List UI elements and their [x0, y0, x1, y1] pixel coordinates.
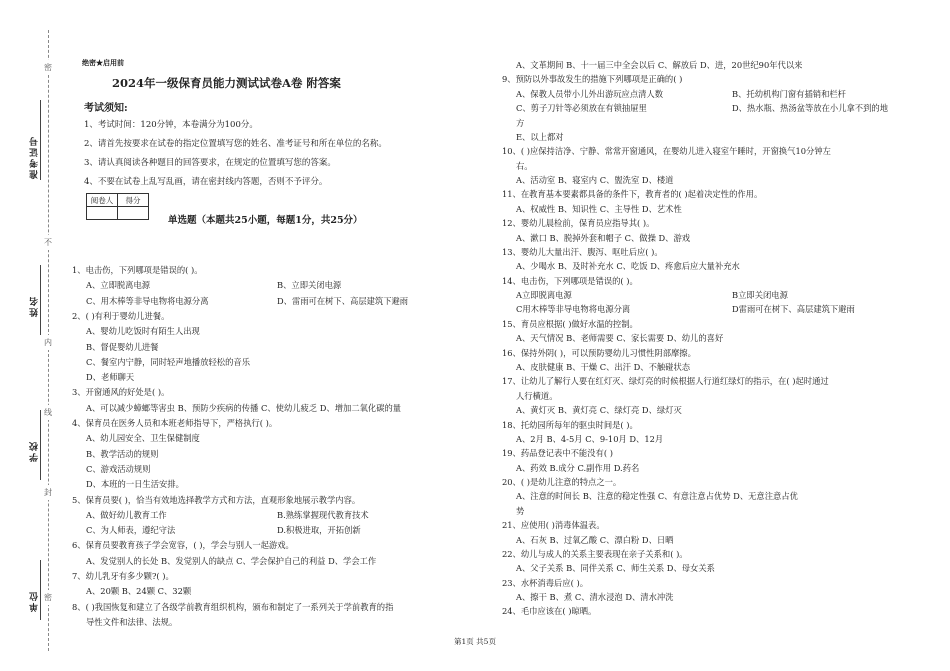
question-text: 13、婴幼儿大量出汗、腹泻、呕吐后应( )。 [502, 246, 663, 257]
question-text: 2、( )有利于婴幼儿进餐。 [72, 310, 170, 321]
answer-option: A、少喝水 B、及时补充水 C、吃饭 D、疼愈后应大量补充水 [516, 261, 740, 272]
answer-option: 势 [516, 505, 525, 516]
answer-option: D、热水瓶、热汤盆等放在小儿拿不到的地 [732, 103, 888, 114]
answer-option: A、药效 B.成分 C.副作用 D.药名 [516, 462, 640, 473]
answer-option: C、餐室内宁静，同时轻声地播放轻松的音乐 [86, 356, 250, 367]
question-text: 21、应使用( )消毒体温表。 [502, 520, 605, 531]
notice-item: 3、请认真阅读各种题目的回答要求，在规定的位置填写您的答案。 [84, 158, 336, 168]
question-text: 12、婴幼儿晨检前，保育员应指导其( )。 [502, 218, 655, 229]
page-footer: 第1页 共5页 [454, 637, 496, 646]
answer-option: 人行横道。 [516, 390, 558, 401]
page-title: 2024年一级保育员能力测试试卷A卷 附答案 [112, 76, 341, 90]
seal-mark: 不 [44, 235, 52, 250]
question-text: 8、( )我国恢复和建立了各级学前教育组织机构，颁布和制定了一系列关于学前教育的指 [72, 601, 394, 612]
answer-option: A、石灰 B、过氧乙酸 C、漂白粉 D、日晒 [516, 534, 674, 545]
question-text: 3、开窗通风的好处是( )。 [72, 387, 170, 398]
question-text: 19、药品登记表中不能没有( ) [502, 448, 613, 459]
question-text: 24、毛巾应该在( )晾晒。 [502, 606, 597, 617]
answer-option: 导性文件和法律、法规。 [86, 616, 178, 627]
answer-option: C、剪子刀针等必须放在有锁抽屉里 [516, 103, 647, 114]
answer-option: B、托幼机构门窗有插销和栏杆 [732, 88, 846, 99]
answer-option: A、父子关系 B、同伴关系 C、师生关系 D、母女关系 [516, 563, 715, 574]
answer-option: 右。 [516, 160, 533, 171]
question-text: 11、在教育基本要素都具备的条件下，教育者的( )起着决定性的作用。 [502, 189, 763, 200]
answer-option: C、用木棒等非导电物将电源分离 [86, 295, 209, 306]
score-box-score-label: 得分 [118, 194, 149, 207]
seal-mark: 内 [44, 335, 52, 350]
seal-mark: 线 [44, 405, 52, 420]
answer-option: 方 [516, 117, 525, 128]
margin-label-name: 姓名 [30, 295, 40, 317]
answer-option: A、可以减少蟑螂等害虫 B、预防少疾病的传播 C、使幼儿疲乏 D、增加二氧化碳的量 [86, 402, 402, 413]
answer-option: A、立即脱离电源 [86, 280, 151, 291]
answer-option: A、黄灯灭 B、黄灯亮 C、绿灯亮 D、绿灯灭 [516, 405, 682, 416]
notice-item: 1、考试时间：120分钟，本卷满分为100分。 [84, 120, 258, 130]
exam-id-field[interactable] [40, 100, 41, 180]
answer-option: A、保教人员带小儿外出游玩应点清人数 [516, 88, 664, 99]
question-text: 23、水杯消毒后应( )。 [502, 577, 589, 588]
reviewer-cell[interactable] [87, 207, 118, 220]
question-text: 15、育员应根据( )做好水温的控制。 [502, 318, 638, 329]
answer-option: A、注意的时间长 B、注意的稳定性强 C、有意注意占优势 D、无意注意占优 [516, 491, 798, 502]
answer-option: C、游戏活动规则 [86, 463, 151, 474]
unit-field[interactable] [40, 560, 41, 620]
name-field[interactable] [40, 265, 41, 335]
answer-option: C、为人师表，遵纪守法 [86, 525, 176, 536]
answer-option: A、2月 B、4-5月 C、9-10月 D、12月 [516, 433, 664, 444]
answer-option: A、漱口 B、脱掉外套和帽子 C、做操 D、游戏 [516, 232, 691, 243]
score-box-reviewer-label: 阅卷人 [87, 194, 118, 207]
answer-option: C用木棒等非导电物将电源分离 [516, 304, 631, 315]
answer-option: D、老师聊天 [86, 372, 135, 383]
answer-option: D、本班的一日生活安排。 [86, 479, 184, 490]
score-box [86, 193, 149, 220]
answer-option: A、幼儿园安全、卫生保健制度 [86, 433, 200, 444]
answer-option: A、婴幼儿吃饭时有陌生人出现 [86, 326, 200, 337]
answer-option: A立即脱离电源 [516, 290, 572, 301]
exam-page [62, 0, 942, 671]
answer-option: D、雷雨可在树下、高层建筑下避雨 [277, 295, 409, 306]
seal-mark: 密 [44, 60, 52, 75]
question-text: 9、预防以外事故发生的措施下列哪项是正确的( ) [502, 74, 683, 85]
answer-option: E、以上都对 [516, 131, 564, 142]
answer-option: A、文革期间 B、十一届三中全会以后 C、解放后 D、进，20世纪90年代以来 [516, 60, 803, 70]
school-field[interactable] [40, 410, 41, 480]
question-text: 10、( )应保持洁净、宁静、常常开窗通风，在婴幼儿进入寝室午睡时，开窗换气10分钟左 [502, 146, 831, 157]
seal-mark: 封 [44, 485, 52, 500]
margin-label-school: 学校 [30, 440, 40, 462]
answer-option: A、擦干 B、煮 C、清水浸泡 D、清水冲洗 [516, 592, 674, 603]
question-text: 6、保育员要教育孩子学会宽容，( )，学会与别人一起游戏。 [72, 540, 294, 551]
answer-option: B、督促婴幼儿进餐 [86, 341, 159, 352]
secret-mark: 绝密★启用前 [82, 58, 124, 67]
notice-item: 4、不要在试卷上乱写乱画，请在密封线内答题，否则不予评分。 [84, 177, 328, 187]
question-text: 1、电击伤，下列哪项是错误的( )。 [72, 265, 203, 275]
question-text: 14、电击伤，下列哪项是错误的( )。 [502, 275, 638, 286]
answer-option: B立即关闭电源 [732, 290, 788, 301]
answer-option: A、皮肤健康 B、干燥 C、出汗 D、不触碰状态 [516, 361, 691, 372]
answer-option: A、做好幼儿教育工作 [86, 509, 167, 520]
margin-label-exam-id: 准考证号 [30, 135, 40, 179]
question-text: 5、保育员要( )，恰当有效地选择教学方式和方法，直观形象地展示教学内容。 [72, 494, 361, 505]
answer-option: A、权威性 B、知识性 C、主导性 D、艺术性 [516, 203, 682, 214]
answer-option: D.积极进取，开拓创新 [277, 525, 361, 536]
question-text: 16、保持外阴( )，可以预防婴幼儿习惯性阴部摩擦。 [502, 347, 696, 358]
answer-option: B、立即关闭电源 [277, 280, 342, 291]
binding-margin [0, 0, 60, 671]
notice-heading: 考试须知: [84, 103, 128, 114]
question-text: 18、托幼园所每年的驱虫时间是( )。 [502, 419, 638, 430]
question-text: 7、幼儿乳牙有多少颗?( )。 [72, 571, 174, 581]
answer-option: A、天气情况 B、老师需要 C、家长需要 D、幼儿的喜好 [516, 333, 724, 344]
notice-item: 2、请首先按要求在试卷的指定位置填写您的姓名、准考证号和所在单位的名称。 [84, 139, 387, 149]
answer-option: A、20颗 B、24颗 C、32颗 [86, 586, 192, 597]
answer-option: B.熟练掌握现代教育技术 [277, 509, 369, 520]
question-text: 4、保育员在医务人员和本班老师指导下，严格执行( )。 [72, 418, 278, 428]
answer-option: B、教学活动的规则 [86, 448, 159, 459]
question-text: 20、( )是幼儿注意的特点之一。 [502, 477, 622, 488]
question-text: 17、让幼儿了解行人要在红灯灭、绿灯亮的时候根据人行道红绿灯的指示，在( )起时通过 [502, 376, 829, 387]
answer-option: A、活动室 B、寝室内 C、盥洗室 D、楼道 [516, 175, 674, 186]
section-title: 单选题（本题共25小题，每题1分，共25分） [168, 215, 363, 226]
answer-option: A、发觉别人的长处 B、发觉别人的缺点 C、学会保护自己的利益 D、学会工作 [86, 555, 377, 566]
question-text: 22、幼儿与成人的关系主要表现在亲子关系和( )。 [502, 548, 688, 559]
answer-option: D雷雨可在树下、高层建筑下避雨 [732, 304, 855, 315]
seal-mark: 密 [44, 590, 52, 605]
margin-label-unit: 单位 [30, 590, 40, 612]
score-cell[interactable] [118, 207, 149, 220]
